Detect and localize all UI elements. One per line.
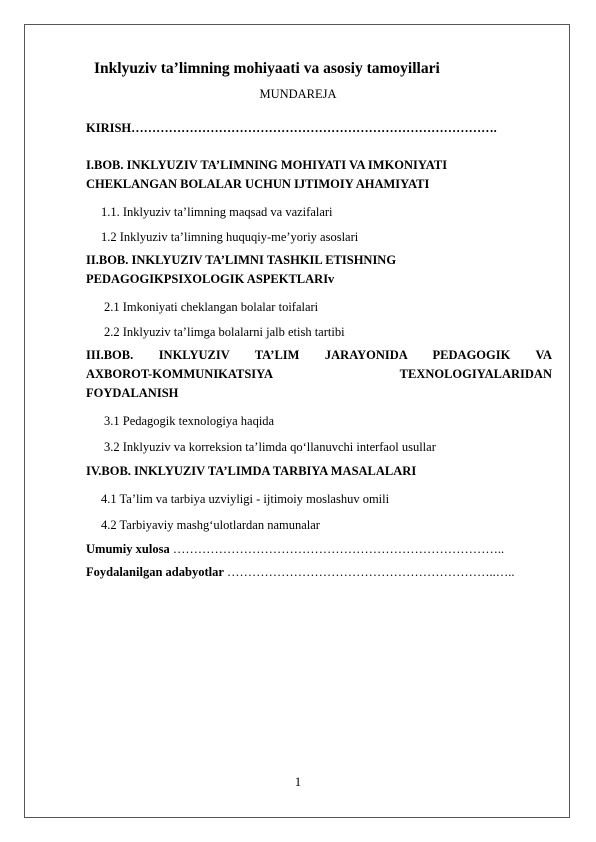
- toc-introduction: KIRISH…………………………………………………………………………….: [86, 121, 497, 135]
- toc-item-2-1: 2.1 Imkoniyati cheklangan bolalar toifalari: [104, 300, 319, 314]
- toc-chapter-2-line-1: II.BOB. INKLYUZIV TA’LIMNI TASHKIL ETISHNING: [86, 253, 397, 267]
- toc-summary: [86, 542, 504, 557]
- toc-item-3-2: 3.2 Inklyuziv va korreksion ta’limda qo‘llanuvchi interfaol usullar: [104, 440, 436, 454]
- toc-item-4-1: 4.1 Ta’lim va tarbiya uzviyligi - ijtimoiy moslashuv omili: [101, 492, 390, 506]
- toc-chapter-3-line-2: AXBOROT-KOMMUNIKATSIYA TEXNOLOGIYALARIDAN: [86, 367, 552, 381]
- document-title: Inklyuziv ta’limning mohiyaati va asosiy tamoyillari: [94, 60, 440, 77]
- toc-references-leader: ………………………………………………………..…..: [223, 565, 515, 579]
- toc-chapter-1-line-2: CHEKLANGAN BOLALAR UCHUN IJTIMOIY AHAMIYATI: [86, 177, 430, 191]
- toc-summary-leader: ……………………………………………………………………..: [169, 542, 505, 556]
- toc-chapter-3-line-3: FOYDALANISH: [86, 386, 179, 400]
- toc-item-2-2: 2.2 Inklyuziv ta’limga bolalarni jalb etish tartibi: [104, 325, 345, 339]
- toc-summary-label: Umumiy xulosa: [86, 542, 170, 556]
- toc-references: [86, 565, 515, 580]
- toc-item-1-2: 1.2 Inklyuziv ta’limning huquqiy-me’yoriy asoslari: [101, 230, 359, 244]
- toc-chapter-1-line-1: I.BOB. INKLYUZIV TA’LIMNING MOHIYATI VA IMKONIYATI: [86, 158, 448, 172]
- toc-chapter-2-line-2: PEDAGOGIKPSIXOLOGIK ASPEKTLARIv: [86, 272, 335, 286]
- toc-item-4-2: 4.2 Tarbiyaviy mashg‘ulotlardan namunalar: [101, 518, 320, 532]
- toc-references-label: Foydalanilgan adabyotlar: [86, 565, 224, 579]
- toc-chapter-4-line-1: IV.BOB. INKLYUZIV TA’LIMDA TARBIYA MASALALARI: [86, 464, 417, 478]
- toc-chapter-3-line-1: III.BOB. INKLYUZIV TA’LIM JARAYONIDA PEDAGOGIK VA: [86, 348, 552, 362]
- toc-item-3-1: 3.1 Pedagogik texnologiya haqida: [104, 414, 275, 428]
- toc-item-1-1: 1.1. Inklyuziv ta’limning maqsad va vazifalari: [101, 205, 333, 219]
- table-of-contents-heading: MUNDAREJA: [259, 87, 337, 101]
- page-number: 1: [294, 775, 302, 789]
